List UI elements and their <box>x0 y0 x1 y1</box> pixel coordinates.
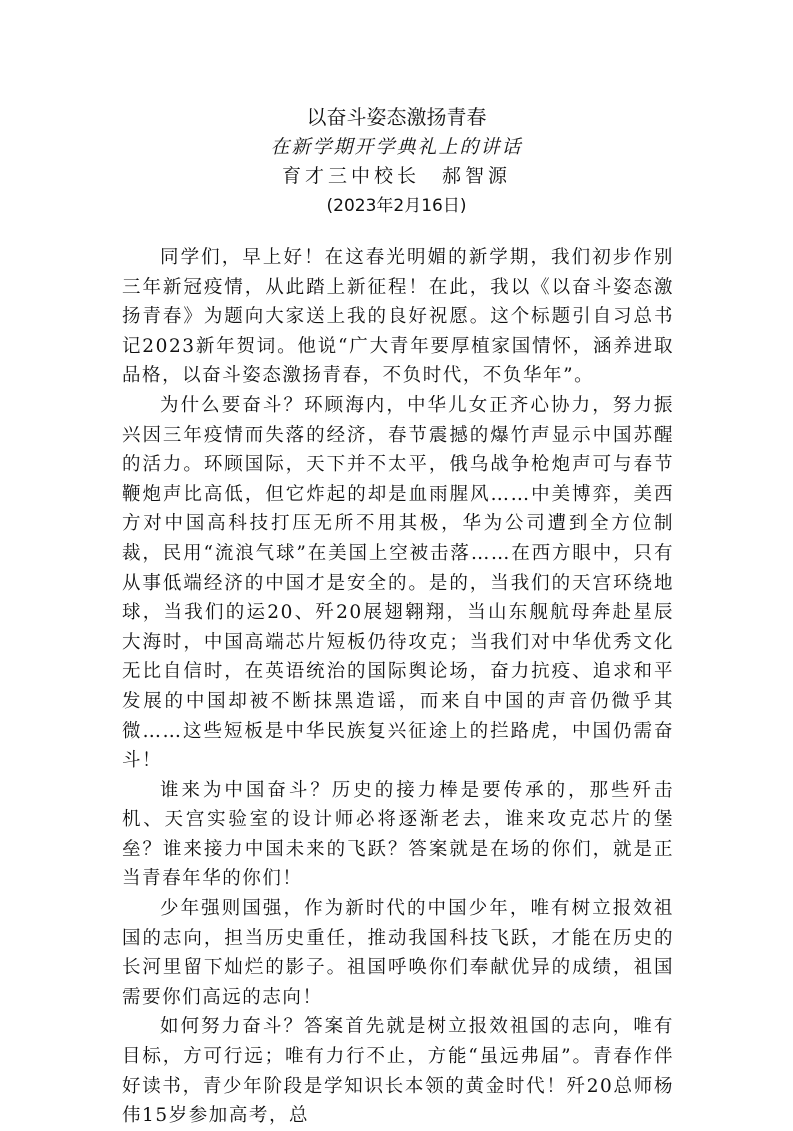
document-subtitle: 在新学期开学典礼上的讲话 <box>270 135 523 158</box>
paragraph-how-strive: 如何努力奋斗？答案首先就是树立报效祖国的志向，唯有目标，方可行远；唯有力行不止，方能“虽远弗届”。青春作伴好读书，青少年阶段是学知识长本领的黄金时代！歼20总师杨伟15岁参加高考，总 <box>122 1016 674 1127</box>
author-role: 育才三中校长 <box>281 165 420 187</box>
paragraph-why-strive: 为什么要奋斗？环顾海内，中华儿女正齐心协力，努力振兴因三年疫情而失落的经济，春节震撼的爆竹声显示中国苏醒的活力。环顾国际，天下并不太平，俄乌战争枪炮声可与春节鞭炮声比高低，但它炸起的却是血雨腥风……中美博弈，美西方对中国高科技打压无所不用其极，华为公司遭到全方位制裁，民用“流浪气球”在美国上空被击落……在西方眼中，只有从事低端经济的中国才是安全的。是的，当我们的天宫环绕地球，当我们的运20、歼20展翅翱翔，当山东舰航母奔赴星辰大海时，中国高端芯片短板仍待攻克；当我们对中华优秀文化无比自信时，在英语统治的国际舆论场，奋力抗疫、追求和平发展的中国却被不断抹黑造谣，而来自中国的声音仍微乎其微……这些短板是中华民族复兴征途上的拦路虎，中国仍需奋斗！ <box>122 394 674 772</box>
document-header <box>0 103 793 221</box>
paragraph-greeting: 同学们，早上好！在这春光明媚的新学期，我们初步作别三年新冠疫情，从此踏上新征程！在此，我以《以奋斗姿态激扬青春》为题向大家送上我的良好祝愿。这个标题引自习总书记2023新年贺词。他说“广大青年要厚植家国情怀，涵养进取品格，以奋斗姿态激扬青春，不负时代，不负华年”。 <box>122 247 674 387</box>
document-title: 以奋斗姿态激扬青春 <box>306 105 487 129</box>
author-line <box>0 162 793 192</box>
document-body <box>122 243 674 1131</box>
paragraph-who-strives: 谁来为中国奋斗？历史的接力棒是要传承的，那些歼击机、天宫实验室的设计师必将逐渐老去，谁来攻克芯片的堡垒？谁来接力中国未来的飞跃？答案就是在场的你们，就是正当青春年华的你们！ <box>122 779 674 890</box>
speech-date: (2023年2月16日) <box>326 195 467 216</box>
paragraph-youth-strong: 少年强则国强，作为新时代的中国少年，唯有树立报效祖国的志向，担当历史重任，推动我国科技飞跃，才能在历史的长河里留下灿烂的影子。祖国呼唤你们奉献优异的成绩，祖国需要你们高远的志向！ <box>122 898 674 1008</box>
author-name: 郝智源 <box>442 165 512 187</box>
